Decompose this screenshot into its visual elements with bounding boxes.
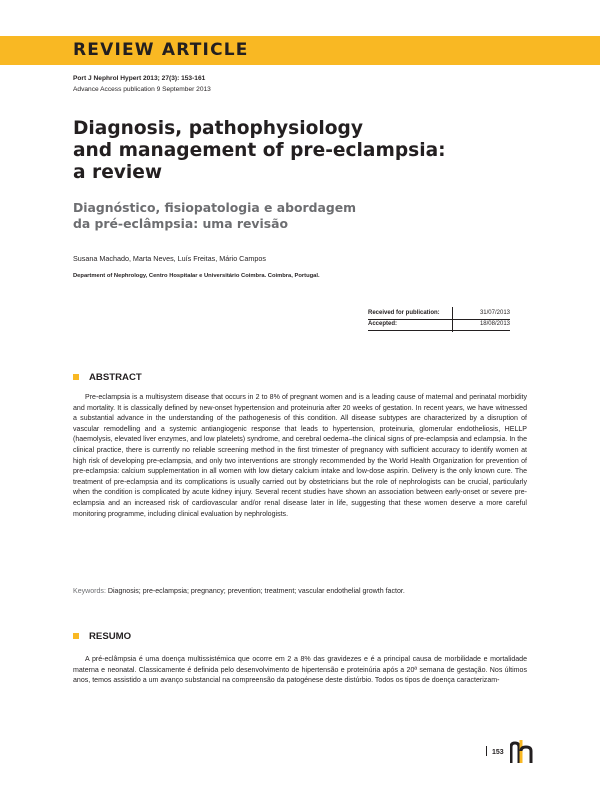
- resumo-body: A pré-eclâmpsia é uma doença multissistémica que ocorre em 2 a 8% das gravidezes e é a principal causa de morbilidade e mortalidade materna e neonatal. Classicamente é definida pelo desenvolvimento de hipertensão e proteinúria após a 20ª semana de gestação. Nos últimos anos, temos assistido a um avanço substancial na compreensão da patogénese deste distúrbio. Todos os tipos de doença caracterizam-: [73, 656, 527, 685]
- section-marker-icon: [73, 633, 79, 639]
- dates-rule: [368, 330, 510, 331]
- received-value: 31/07/2013: [479, 310, 510, 316]
- abstract-body: Pre-eclampsia is a multisystem disease that occurs in 2 to 8% of pregnant women and is a leading cause of maternal and perinatal morbidity and mortality. It is classically defined by new-onset hypertension and proteinuria after 20 weeks of gestation. In recent years, we have witnessed a substantial advance in the understanding of the pathogenesis of this condition. All disease subtypes are characterized by a disruption of vascular remodelling and a systemic antiangiogenic response that leads to hypertension, proteinuria, glomerular endotheliosis, HELLP (haemolysis, elevated liver enzymes, and low platelets) syndrome, and cerebral oedema–the clinical signs of pre-eclampsia and eclampsia. In the clinical practice, there is currently no reliable screening method in the first trimester of pregnancy with sufficient accuracy to identify women at high risk of developing pre-eclampsia, and only two interventions are strongly recommended by the World Health Organization for prevention of pre-eclampsia: calcium supplementation in all women with low dietary calcium intake and low-dose aspirin. Delivery is the only known cure. The treatment of pre-eclampsia and its complications is usually carried out by obstetricians but the role of nephrologists can be crucial, particularly when the condition is complicated by acute kidney injury. Several recent studies have shown an association between early-onset or severe pre-eclampsia and an increased risk of cardiovascular and/or renal disease later in life, suggesting that these women deserve a more careful monitoring programme, including clinical evaluation by nephrologists.: [73, 394, 527, 518]
- keywords-text: Diagnosis; pre-eclampsia; pregnancy; prevention; treatment; vascular endothelial growth factor.: [105, 588, 405, 595]
- title-line: a review: [73, 162, 163, 183]
- nephrology-journal-logo-icon: [510, 738, 535, 764]
- authors: Susana Machado, Marta Neves, Luís Freitas, Mário Campos: [73, 254, 266, 263]
- page-number: [486, 746, 504, 756]
- resumo-heading-text: RESUMO: [89, 631, 132, 642]
- affiliation: Department of Nephrology, Centro Hospitalar e Universitário Coimbra. Coimbra, Portugal.: [73, 273, 320, 279]
- dates-rule: [368, 319, 510, 320]
- subtitle-line: Diagnóstico, fisiopatologia e abordagem: [73, 200, 357, 215]
- keywords-label: Keywords:: [73, 588, 106, 595]
- publication-dates: [368, 310, 510, 332]
- page-number-text: 153: [492, 749, 504, 756]
- citation: Port J Nephrol Hypert 2013; 27(3): 153-161: [73, 75, 206, 82]
- article-subtitle: [73, 200, 493, 232]
- section-marker-icon: [73, 374, 79, 380]
- page-number-divider: [486, 746, 487, 756]
- title-line: Diagnosis, pathophysiology: [73, 118, 363, 139]
- keywords: [73, 587, 527, 598]
- abstract-heading-text: ABSTRACT: [89, 372, 142, 383]
- advance-access-note: Advance Access publication 9 September 2013: [73, 86, 211, 93]
- subtitle-line: da pré-eclâmpsia: uma revisão: [73, 216, 288, 231]
- accepted-label: Accepted:: [368, 321, 398, 327]
- article-title: [73, 118, 543, 184]
- received-label: Received for publication:: [368, 310, 440, 316]
- title-line: and management of pre-eclampsia:: [73, 140, 446, 161]
- article-type-label: REVIEW ARTICLE: [73, 40, 249, 60]
- header-bar: [0, 36, 600, 65]
- abstract-heading: [73, 372, 142, 383]
- accepted-value: 18/08/2013: [479, 321, 510, 327]
- resumo-heading: [73, 631, 131, 642]
